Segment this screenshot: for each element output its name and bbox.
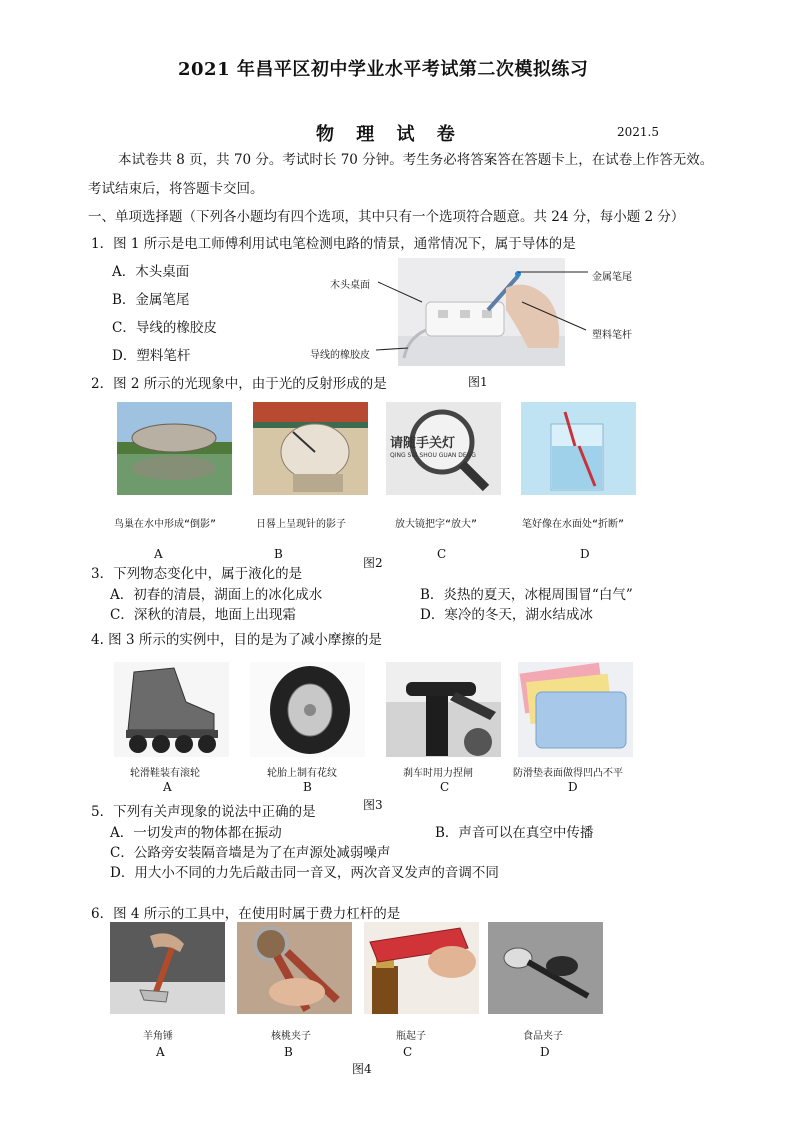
figure-3-caption: 图3 [363, 798, 383, 812]
q2-stem: 2．图 2 所示的光现象中，由于光的反射形成的是 [91, 376, 387, 392]
q5-option-b: B．声音可以在真空中传播 [435, 825, 594, 841]
sundial-image [253, 402, 368, 495]
q2-caption-b: 日晷上呈现针的影子 [256, 519, 346, 530]
walnut-cracker-image [237, 922, 352, 1014]
fig1-label-metal-tail: 金属笔尾 [592, 272, 632, 283]
q6-letter-c: C [403, 1045, 413, 1059]
q2-letter-a: A [154, 547, 163, 561]
claw-hammer-image [110, 922, 225, 1014]
q6-caption-b: 核桃夹子 [271, 1031, 311, 1042]
fig1-leader-lines [300, 258, 600, 358]
q2-image-c [386, 402, 501, 495]
q4-image-c [386, 662, 501, 757]
q5-stem: 5．下列有关声现象的说法中正确的是 [91, 804, 316, 820]
q5-option-a: A．一切发声的物体都在振动 [110, 825, 282, 841]
birds-nest-reflection-image [117, 402, 232, 495]
q1-option-b: B．金属笔尾 [112, 292, 190, 308]
q4-image-a [114, 662, 229, 757]
q2-caption-d: 笔好像在水面处“折断” [522, 519, 625, 530]
figure-4-caption: 图4 [352, 1062, 372, 1076]
q6-image-a [110, 922, 225, 1014]
q4-image-d [518, 662, 633, 757]
q5-option-d: D．用大小不同的力先后敲击同一音叉，两次音叉发声的音调不同 [110, 865, 499, 881]
q2-letter-b: B [274, 547, 283, 561]
figure-2-caption: 图2 [363, 556, 383, 570]
figure-1-caption: 图1 [468, 375, 488, 389]
exam-title: 2021 年昌平区初中学业水平考试第二次模拟练习 [178, 59, 589, 80]
magnifier-sign-pinyin: QING SUI SHOU GUAN DENG [390, 452, 476, 459]
q2-caption-a: 鸟巢在水中形成“倒影” [114, 519, 217, 530]
q4-letter-b: B [303, 780, 312, 794]
q3-option-d: D．寒冷的冬天，湖水结成冰 [420, 607, 593, 623]
q4-letter-c: C [440, 780, 450, 794]
tire-image [250, 662, 365, 757]
q5-option-c: C．公路旁安装隔音墙是为了在声源处减弱噪声 [110, 845, 391, 861]
q6-image-c [364, 922, 479, 1014]
q2-image-d [521, 402, 636, 495]
q4-caption-c: 刹车时用力捏闸 [403, 768, 473, 779]
q3-option-a: A．初春的清晨，湖面上的冰化成水 [110, 587, 323, 603]
exam-date: 2021.5 [617, 125, 659, 139]
q4-stem: 4. 图 3 所示的实例中，目的是为了减小摩擦的是 [91, 632, 382, 648]
q6-caption-a: 羊角锤 [143, 1031, 173, 1042]
section-heading: 一、单项选择题（下列各小题均有四个选项，其中只有一个选项符合题意。共 24 分，每小题 2 分） [88, 209, 685, 225]
food-tongs-image [488, 922, 603, 1014]
q1-option-d: D．塑料笔杆 [112, 348, 191, 364]
q6-image-b [237, 922, 352, 1014]
q2-image-b [253, 402, 368, 495]
fig1-label-rubber: 导线的橡胶皮 [310, 350, 370, 361]
roller-skate-image [114, 662, 229, 757]
q3-stem: 3．下列物态变化中，属于液化的是 [91, 566, 303, 582]
brake-lever-image [386, 662, 501, 757]
q4-caption-a: 轮滑鞋装有滚轮 [130, 768, 200, 779]
q1-option-c: C．导线的橡胶皮 [112, 320, 217, 336]
q6-letter-b: B [284, 1045, 293, 1059]
q4-caption-b: 轮胎上制有花纹 [267, 768, 337, 779]
q6-letter-d: D [540, 1045, 550, 1059]
q4-letter-a: A [163, 780, 172, 794]
q2-letter-d: D [580, 547, 590, 561]
q6-caption-d: 食品夹子 [523, 1031, 563, 1042]
q4-image-b [250, 662, 365, 757]
bottle-opener-image [364, 922, 479, 1014]
intro-line-1: 本试卷共 8 页，共 70 分。考试时长 70 分钟。考生务必将答案答在答题卡上，在试卷上作答无效。 [118, 152, 714, 168]
anti-slip-mat-image [518, 662, 633, 757]
q3-option-b: B．炎热的夏天，冰棍周围冒“白气” [420, 587, 633, 603]
q6-stem: 6．图 4 所示的工具中，在使用时属于费力杠杆的是 [91, 906, 401, 922]
pen-in-water-image [521, 402, 636, 495]
q4-caption-d: 防滑垫表面做得凹凸不平 [513, 768, 623, 779]
fig1-label-desk: 木头桌面 [330, 280, 370, 291]
q6-letter-a: A [156, 1045, 165, 1059]
fig1-label-plastic: 塑料笔杆 [592, 330, 632, 341]
q2-letter-c: C [437, 547, 447, 561]
paper-subtitle: 物 理 试 卷 [316, 124, 463, 145]
q2-caption-c: 放大镜把字“放大” [395, 519, 478, 530]
q6-image-d [488, 922, 603, 1014]
q6-caption-c: 瓶起子 [396, 1031, 426, 1042]
q2-image-a [117, 402, 232, 495]
magnifier-sign-text: 请随手关灯 [390, 436, 456, 451]
q3-option-c: C．深秋的清晨，地面上出现霜 [110, 607, 296, 623]
intro-line-2: 考试结束后，将答题卡交回。 [88, 181, 264, 197]
q1-stem: 1．图 1 所示是电工师傅利用试电笔检测电路的情景，通常情况下，属于导体的是 [91, 236, 576, 252]
q1-option-a: A．木头桌面 [112, 264, 190, 280]
q4-letter-d: D [568, 780, 578, 794]
